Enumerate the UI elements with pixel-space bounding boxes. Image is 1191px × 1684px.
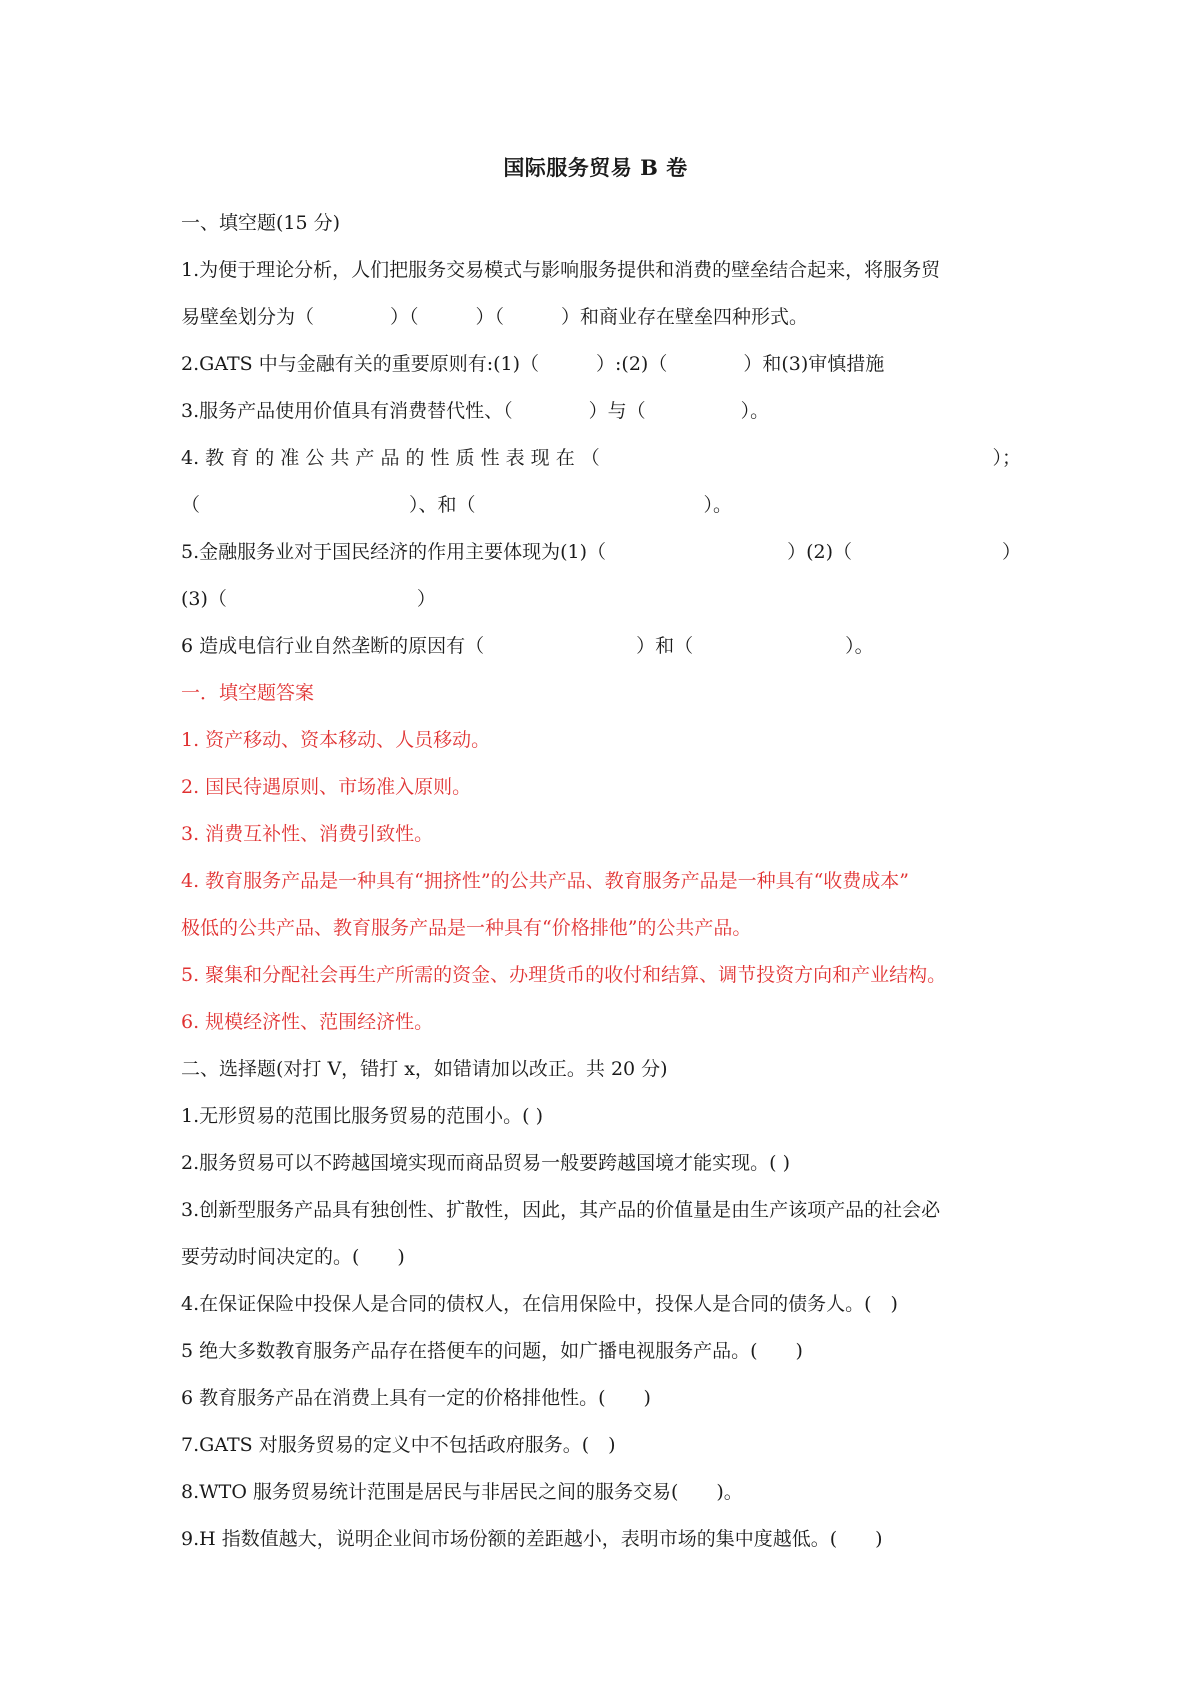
fill-question-5-line-1-mid: ）(2)（ [787, 541, 852, 563]
fill-question-4-line-1-right: ）； [992, 447, 1021, 469]
answer-4-line-1: 4. 教育服务产品是一种具有“拥挤性”的公共产品、教育服务产品是一种具有“收费成本” [181, 870, 910, 892]
fill-question-3: 3.服务产品使用价值具有消费替代性、（ ）与（ ）。 [181, 400, 770, 422]
choice-question-3-line-1: 3.创新型服务产品具有独创性、扩散性，因此，其产品的价值量是由生产该项产品的社会必 [181, 1199, 941, 1221]
choice-question-3-line-2: 要劳动时间决定的。( ) [181, 1246, 405, 1268]
fill-question-4-line-2: （ ）、和（ ）。 [181, 494, 733, 516]
answers-heading: 一．填空题答案 [181, 682, 315, 704]
choice-question-9: 9.H 指数值越大，说明企业间市场份额的差距越小，表明市场的集中度越低。( ) [181, 1528, 883, 1550]
fill-question-5-line-2: (3)（ ） [181, 588, 436, 610]
choice-question-1: 1.无形贸易的范围比服务贸易的范围小。( ) [181, 1105, 543, 1127]
fill-question-5-line-1-right: ） [1001, 541, 1021, 563]
answer-3: 3. 消费互补性、消费引致性。 [181, 823, 434, 845]
document-title: 国际服务贸易 B 卷 [503, 155, 688, 180]
choice-question-6: 6 教育服务产品在消费上具有一定的价格排他性。( ) [181, 1387, 651, 1409]
fill-question-6: 6 造成电信行业自然垄断的原因有（ ）和（ ）。 [181, 635, 874, 657]
answer-1: 1. 资产移动、资本移动、人员移动。 [181, 729, 491, 751]
fill-question-4-line-1 [181, 435, 1021, 482]
section-2-heading: 二、选择题(对打 V，错打 x，如错请加以改正。共 20 分) [181, 1058, 668, 1080]
section-1-heading: 一、填空题(15 分) [181, 212, 341, 234]
fill-question-1-line-2: 易壁垒划分为（ ）（ ）（ ）和商业存在壁垒四种形式。 [181, 306, 809, 328]
fill-question-1-line-1: 1.为便于理论分析，人们把服务交易模式与影响服务提供和消费的壁垒结合起来，将服务贸 [181, 259, 941, 281]
answer-2: 2. 国民待遇原则、市场准入原则。 [181, 776, 472, 798]
choice-question-5: 5 绝大多数教育服务产品存在搭便车的问题，如广播电视服务产品。( ) [181, 1340, 803, 1362]
choice-question-4: 4.在保证保险中投保人是合同的债权人，在信用保险中，投保人是合同的债务人。( ) [181, 1293, 898, 1315]
answer-5: 5. 聚集和分配社会再生产所需的资金、办理货币的收付和结算、调节投资方向和产业结构。 [181, 964, 947, 986]
fill-question-5-line-1-left: 5.金融服务业对于国民经济的作用主要体现为(1)（ [181, 541, 607, 563]
document-body [181, 200, 1021, 1563]
choice-question-8: 8.WTO 服务贸易统计范围是居民与非居民之间的服务交易( )。 [181, 1481, 743, 1503]
answer-6: 6. 规模经济性、范围经济性。 [181, 1011, 434, 1033]
fill-question-2: 2.GATS 中与金融有关的重要原则有:(1)（ ）:(2)（ ）和(3)审慎措施 [181, 353, 885, 375]
answer-4-line-2: 极低的公共产品、教育服务产品是一种具有“价格排他”的公共产品。 [181, 917, 752, 939]
fill-question-4-line-1-left: 4. 教 育 的 准 公 共 产 品 的 性 质 性 表 现 在 （ [181, 447, 600, 469]
fill-question-5-line-1 [181, 529, 1021, 576]
choice-question-2: 2.服务贸易可以不跨越国境实现而商品贸易一般要跨越国境才能实现。( ) [181, 1152, 790, 1174]
choice-question-7: 7.GATS 对服务贸易的定义中不包括政府服务。( ) [181, 1434, 616, 1456]
